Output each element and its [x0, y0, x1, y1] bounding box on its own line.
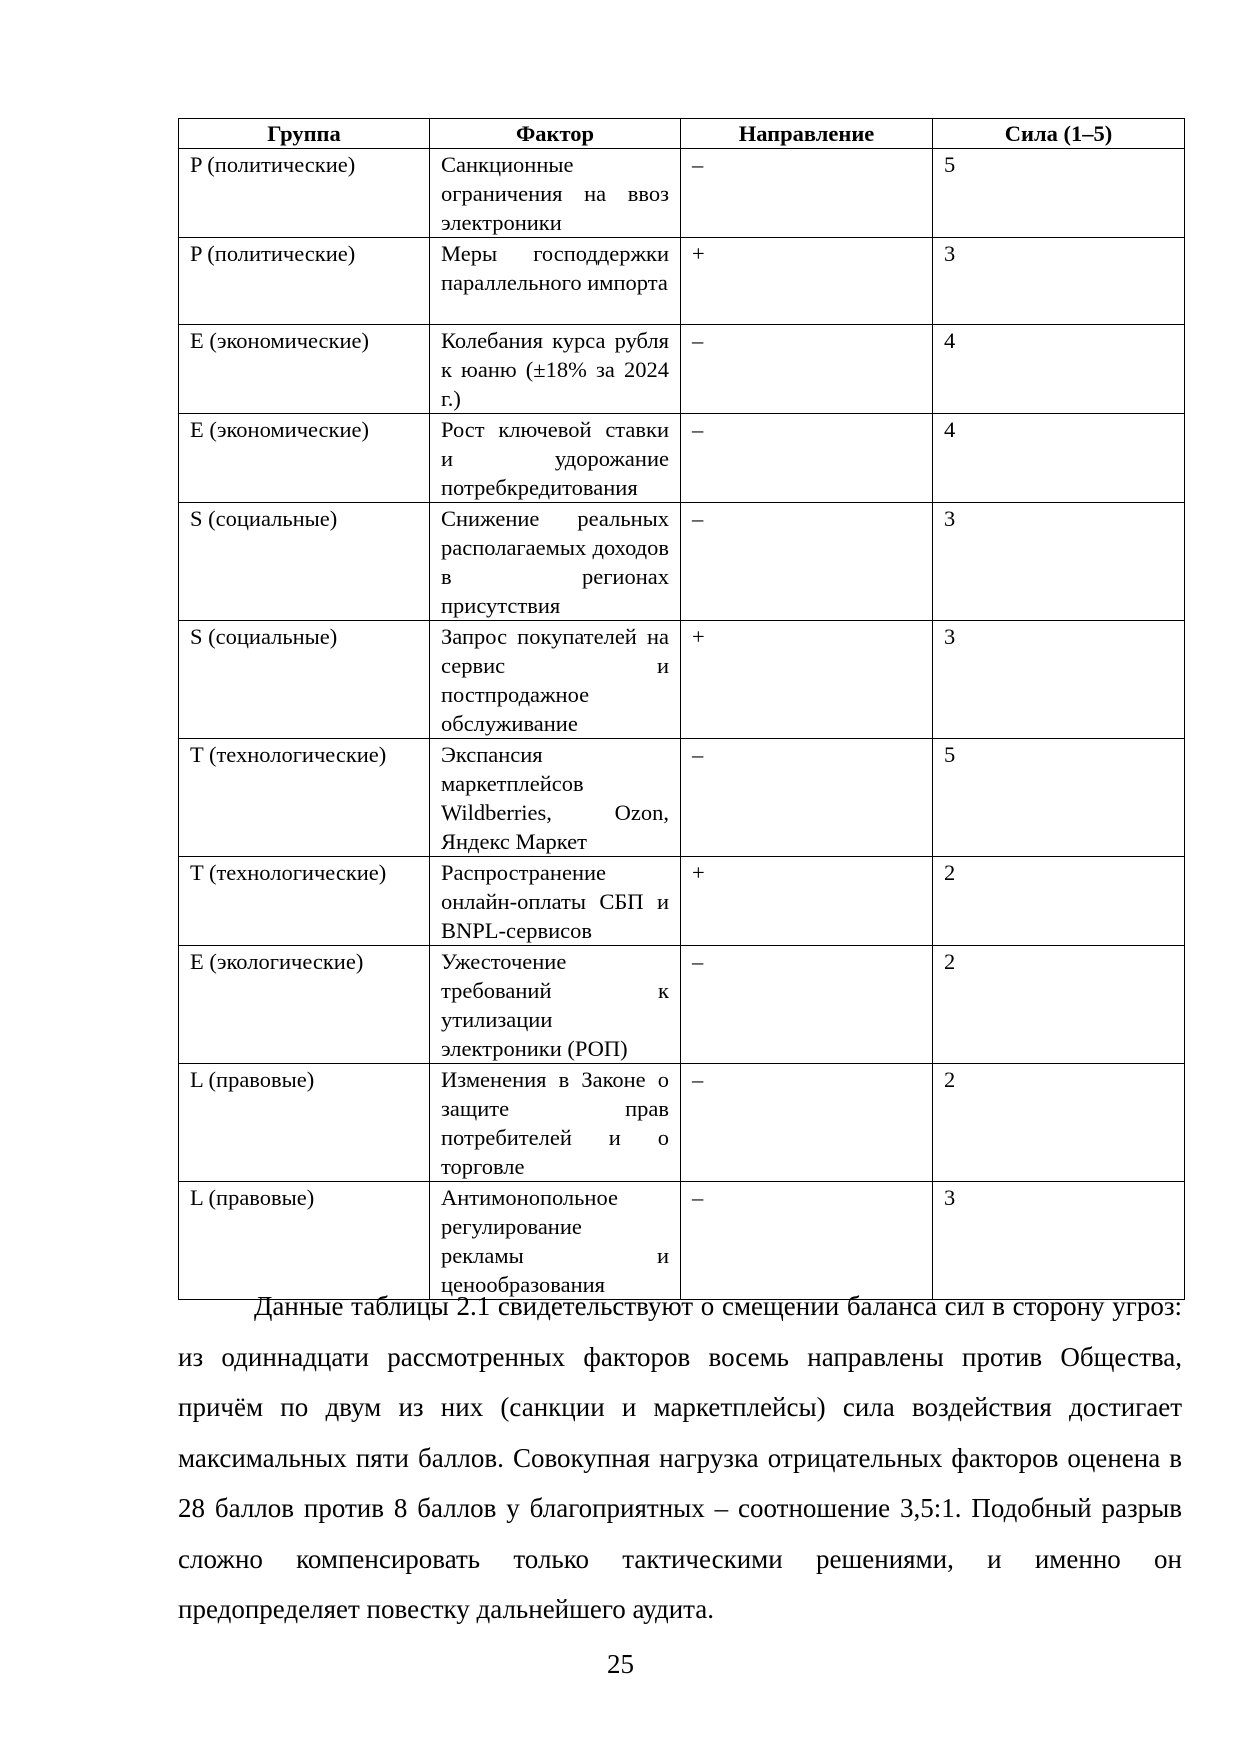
cell-direction: –: [681, 414, 933, 503]
cell-direction: –: [681, 946, 933, 1064]
cell-group: T (технологические): [179, 857, 430, 946]
cell-direction: –: [681, 739, 933, 857]
table-row: [179, 325, 1185, 414]
table-row: [179, 503, 1185, 621]
cell-factor: Ужесточение требований к утилизации электроники (РОП): [430, 946, 681, 1064]
table-row: [179, 414, 1185, 503]
body-paragraph: Данные таблицы 2.1 свидетельствуют о смещении баланса сил в сторону угроз: из одиннадцати рассмотренных факторов восемь направлены против Общества, причём по двум из них (санкции и маркетплейсы) сила воздействия достигает максимальных пяти баллов. Совокупная нагрузка отрицательных факторов оценена в 28 баллов против 8 баллов у благоприятных – соотношение 3,5:1. Подобный разрыв сложно компенсировать только тактическими решениями, и именно он предопределяет повестку дальнейшего аудита.: [178, 1291, 1182, 1624]
cell-factor: Колебания курса рубля к юаню (±18% за 2024 г.): [430, 325, 681, 414]
cell-group: E (экономические): [179, 325, 430, 414]
cell-strength: 4: [933, 325, 1185, 414]
cell-strength: 5: [933, 149, 1185, 238]
cell-direction: –: [681, 149, 933, 238]
cell-strength: 2: [933, 857, 1185, 946]
cell-group: T (технологические): [179, 739, 430, 857]
cell-direction: +: [681, 857, 933, 946]
table-row: [179, 739, 1185, 857]
table-row: [179, 946, 1185, 1064]
cell-group: P (политические): [179, 149, 430, 238]
cell-strength: 3: [933, 503, 1185, 621]
cell-group: E (экономические): [179, 414, 430, 503]
cell-strength: 2: [933, 946, 1185, 1064]
table-row: [179, 1064, 1185, 1182]
header-strength: Сила (1–5): [933, 119, 1185, 149]
cell-factor: Антимонопольное регулирование рекламы и ценообразования: [430, 1182, 681, 1300]
cell-direction: –: [681, 1064, 933, 1182]
cell-group: L (правовые): [179, 1182, 430, 1300]
table-row: [179, 149, 1185, 238]
cell-strength: 5: [933, 739, 1185, 857]
table-row: [179, 857, 1185, 946]
header-factor: Фактор: [430, 119, 681, 149]
table-row: [179, 621, 1185, 739]
cell-strength: 3: [933, 238, 1185, 325]
cell-factor: Запрос покупателей на сервис и постпродажное обслуживание: [430, 621, 681, 739]
table-row: [179, 238, 1185, 325]
table-header-row: [179, 119, 1185, 149]
cell-strength: 2: [933, 1064, 1185, 1182]
cell-group: P (политические): [179, 238, 430, 325]
cell-group: L (правовые): [179, 1064, 430, 1182]
cell-factor: Рост ключевой ставки и удорожание потребкредитования: [430, 414, 681, 503]
pest-table: [178, 118, 1185, 1300]
cell-strength: 4: [933, 414, 1185, 503]
cell-direction: –: [681, 1182, 933, 1300]
cell-strength: 3: [933, 621, 1185, 739]
cell-direction: +: [681, 238, 933, 325]
cell-factor: Изменения в Законе о защите прав потребителей и о торговле: [430, 1064, 681, 1182]
cell-factor: Снижение реальных располагаемых доходов в регионах присутствия: [430, 503, 681, 621]
cell-factor: Меры господдержки параллельного импорта: [430, 238, 681, 325]
cell-strength: 3: [933, 1182, 1185, 1300]
cell-group: S (социальные): [179, 503, 430, 621]
cell-factor: Экспансия маркетплейсов Wildberries, Ozon, Яндекс Маркет: [430, 739, 681, 857]
header-group: Группа: [179, 119, 430, 149]
cell-group: E (экологические): [179, 946, 430, 1064]
cell-direction: +: [681, 621, 933, 739]
cell-group: S (социальные): [179, 621, 430, 739]
cell-factor: Распространение онлайн-оплаты СБП и BNPL-сервисов: [430, 857, 681, 946]
cell-direction: –: [681, 503, 933, 621]
cell-direction: –: [681, 325, 933, 414]
header-direction: Направление: [681, 119, 933, 149]
cell-factor: Санкционные ограничения на ввоз электроники: [430, 149, 681, 238]
page-number: 25: [607, 1649, 634, 1679]
